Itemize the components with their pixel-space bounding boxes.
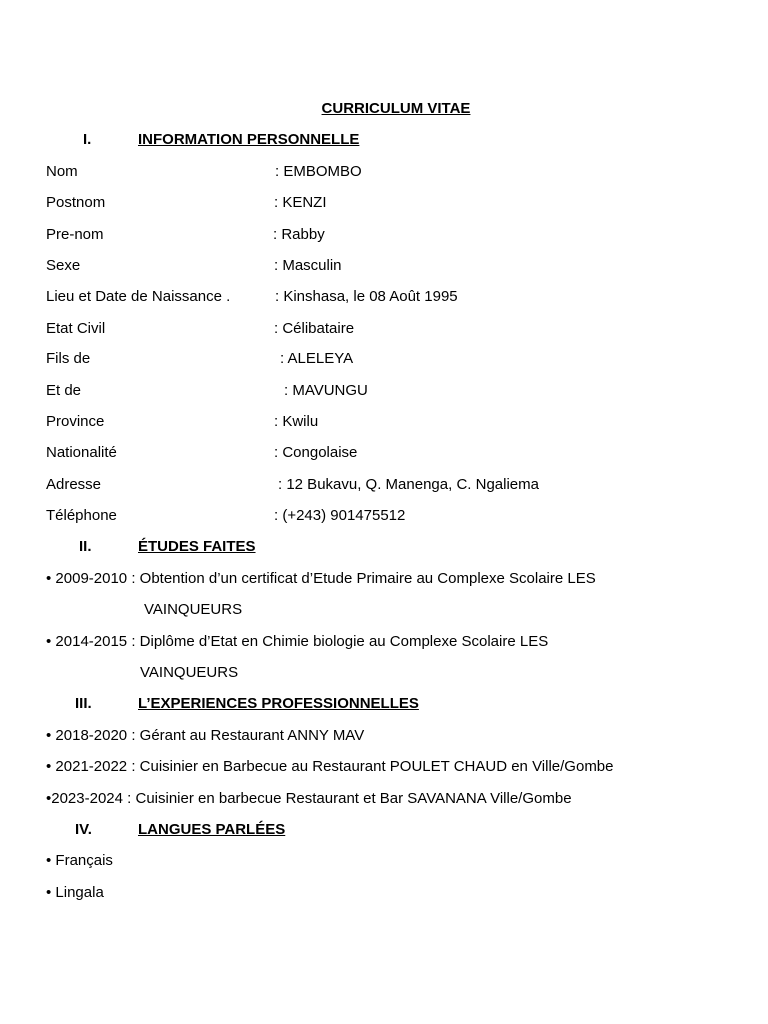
section-number-1: I. (83, 131, 92, 148)
label-telephone: Téléphone (46, 507, 117, 524)
study-item-2-line2: VAINQUEURS (140, 664, 239, 681)
experience-item-3: •2023-2024 : Cuisinier en barbecue Restaurant et Bar SAVANANA Ville/Gombe (46, 790, 572, 807)
value-province: : Kwilu (274, 413, 319, 430)
section-title-experiences: L’EXPERIENCES PROFESSIONNELLES (138, 695, 419, 712)
value-sexe: : Masculin (274, 257, 342, 274)
value-lieu-date-naissance: : Kinshasa, le 08 Août 1995 (275, 288, 458, 305)
section-title-personal-info: INFORMATION PERSONNELLE (138, 131, 360, 148)
section-title-languages: LANGUES PARLÉES (138, 821, 286, 838)
experience-item-2: • 2021-2022 : Cuisinier en Barbecue au Restaurant POULET CHAUD en Ville/Gombe (46, 758, 614, 775)
label-lieu-date-naissance: Lieu et Date de Naissance . (46, 288, 231, 305)
label-sexe: Sexe (46, 257, 81, 274)
label-prenom: Pre-nom (46, 226, 104, 243)
language-item-francais: • Français (46, 852, 113, 869)
value-telephone: : (+243) 901475512 (274, 507, 406, 524)
value-nationalite: : Congolaise (274, 444, 358, 461)
value-postnom: : KENZI (274, 194, 327, 211)
value-et-de: : MAVUNGU (284, 382, 368, 399)
section-number-4: IV. (75, 821, 92, 838)
section-title-studies: ÉTUDES FAITES (138, 538, 256, 555)
document-title: CURRICULUM VITAE (321, 100, 471, 117)
study-item-2-line1: • 2014-2015 : Diplôme d’Etat en Chimie biologie au Complexe Scolaire LES (46, 633, 549, 650)
study-item-1-line1: • 2009-2010 : Obtention d’un certificat d’Etude Primaire au Complexe Scolaire LES (46, 570, 596, 587)
value-prenom: : Rabby (273, 226, 325, 243)
value-nom: : EMBOMBO (275, 163, 362, 180)
label-adresse: Adresse (46, 476, 102, 493)
language-item-lingala: • Lingala (46, 884, 104, 901)
section-number-2: II. (79, 538, 92, 555)
label-province: Province (46, 413, 105, 430)
value-fils-de: : ALELEYA (280, 350, 354, 367)
label-postnom: Postnom (46, 194, 106, 211)
value-adresse: : 12 Bukavu, Q. Manenga, C. Ngaliema (278, 476, 539, 493)
label-etat-civil: Etat Civil (46, 320, 106, 337)
label-fils-de: Fils de (46, 350, 91, 367)
value-etat-civil: : Célibataire (274, 320, 355, 337)
section-number-3: III. (75, 695, 92, 712)
label-et-de: Et de (46, 382, 82, 399)
experience-item-1: • 2018-2020 : Gérant au Restaurant ANNY MAV (46, 727, 365, 744)
label-nom: Nom (46, 163, 78, 180)
study-item-1-line2: VAINQUEURS (144, 601, 243, 618)
label-nationalite: Nationalité (46, 444, 117, 461)
